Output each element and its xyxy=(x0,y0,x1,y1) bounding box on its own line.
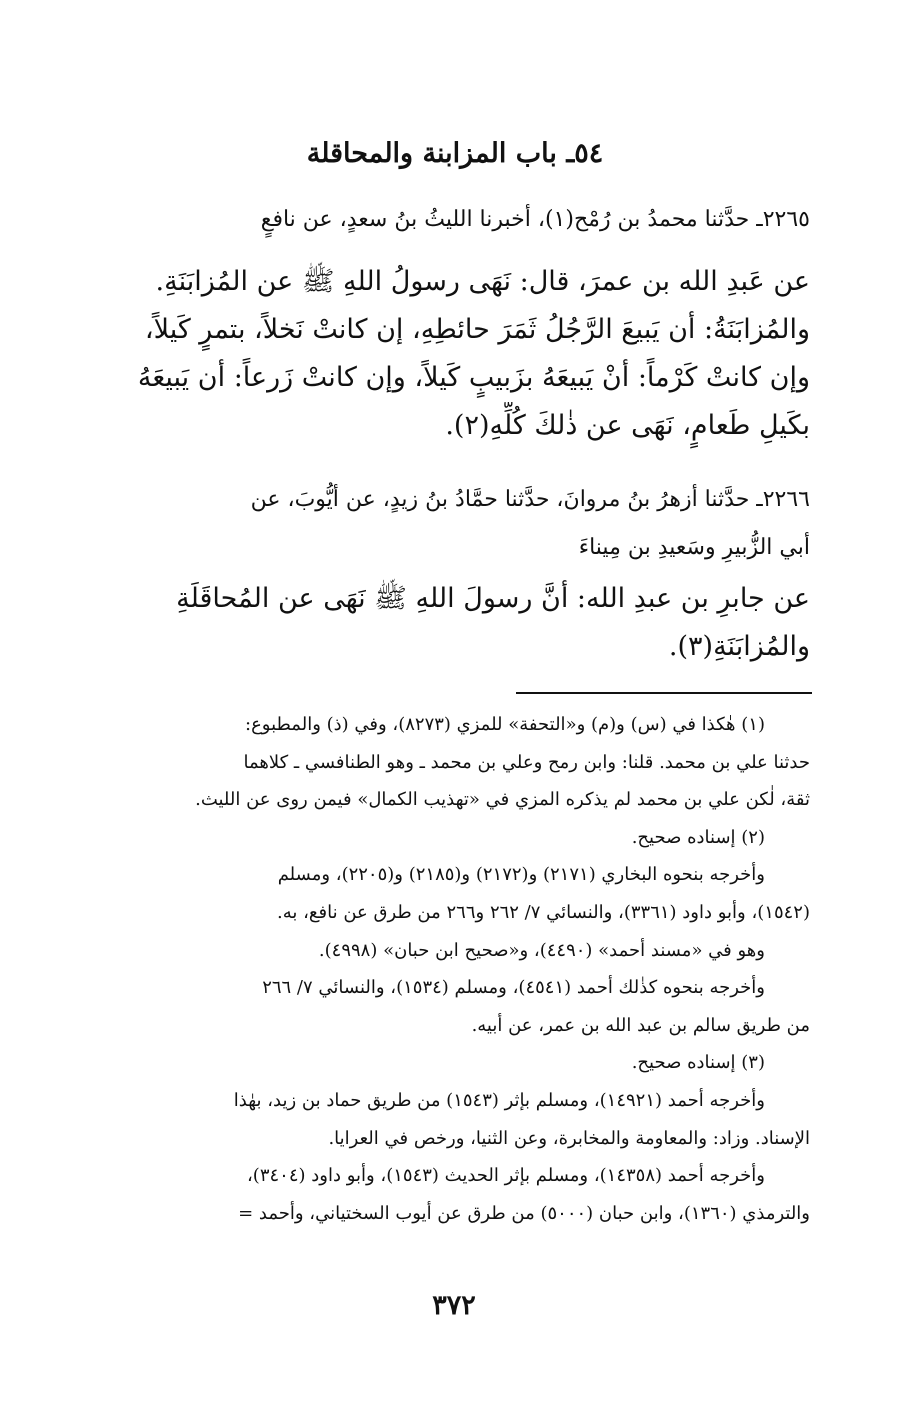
footnote-line: ثقة، لٰكن علي بن محمد لم يذكره المزي في «تهذيب الكمال» فيمن روى عن الليث. xyxy=(195,789,810,811)
footnote-line: وأخرجه أحمد (١٤٣٥٨)، ومسلم بإثر الحديث (١٥٤٣)، وأبو داود (٣٤٠٤)، xyxy=(246,1165,765,1187)
matn-line: والمُزابَنَةُ: أن يَبيعَ الرَّجُلُ ثَمَرَ حائطِهِ، إن كانتْ نَخلاً، بتمرٍ كَيلاً، xyxy=(144,314,810,345)
footnote-line: (١) هٰكذا في (س) و(م) و«التحفة» للمزي (٨٢٧٣)، وفي (ذ) والمطبوع: xyxy=(245,714,765,735)
isnad-line: ٢٢٦٦ـ حدَّثنا أزهرُ بنُ مروانَ، حدَّثنا حمَّادُ بنُ زيدٍ، عن أيُّوبَ، عن xyxy=(250,487,810,512)
matn-line: وإن كانتْ كَرْماً: أنْ يَبيعَهُ بزَبيبٍ كَيلاً، وإن كانتْ زَرعاً: أن يَبيعَهُ xyxy=(137,362,810,393)
matn-line: عن عَبدِ الله بن عمرَ، قال: نَهَى رسولُ اللهِ ﷺ عن المُزابَنَةِ. xyxy=(155,266,810,297)
hadith-2265-matn xyxy=(95,258,810,450)
hadith-2266-matn xyxy=(95,575,810,671)
footnote-line: (٢) إسناده صحيح. xyxy=(631,826,765,848)
footnote-line: والترمذي (١٣٦٠)، وابن حبان (٥٠٠٠) من طرق عن أيوب السختياني، وأحمد = xyxy=(238,1202,810,1224)
footnote-line: من طريق سالم بن عبد الله بن عمر، عن أبيه. xyxy=(471,1014,810,1036)
footnote-line: وأخرجه بنحوه كذٰلك أحمد (٤٥٤١)، ومسلم (١٥٣٤)، والنسائي ٧/ ٢٦٦ xyxy=(262,977,765,999)
hadith-2265-isnad xyxy=(95,196,810,244)
footnote-line: حدثنا علي بن محمد. قلنا: وابن رمح وعلي بن محمد ـ وهو الطنافسي ـ كلاهما xyxy=(243,751,810,773)
matn-line: والمُزابَنَةِ(٣). xyxy=(668,631,810,662)
footnote-separator xyxy=(516,692,812,694)
footnotes xyxy=(95,706,810,1232)
page-number: ٣٧٢ xyxy=(432,1290,476,1321)
hadith-2266-isnad xyxy=(95,476,810,572)
matn-line: عن جابرِ بن عبدِ الله: أنَّ رسولَ اللهِ ﷺ نَهَى عن المُحاقَلَةِ xyxy=(176,583,810,614)
footnote-line: وأخرجه بنحوه البخاري (٢١٧١) و(٢١٧٢) و(٢١٨٥) و(٢٢٠٥)، ومسلم xyxy=(277,864,765,886)
isnad-line: ٢٢٦٥ـ حدَّثنا محمدُ بن رُمْح(١)، أخبرنا الليثُ بنُ سعدٍ، عن نافعٍ xyxy=(260,207,810,232)
matn-line: بكَيلِ طَعامٍ، نَهَى عن ذٰلكَ كُلِّهِ(٢). xyxy=(445,410,810,441)
footnote-line: الإسناد. وزاد: والمعاومة والمخابرة، وعن الثنيا، ورخص في العرايا. xyxy=(328,1127,810,1149)
chapter-heading: ٥٤ـ باب المزابنة والمحاقلة xyxy=(306,138,604,169)
footnote-line: وأخرجه أحمد (١٤٩٢١)، ومسلم بإثر (١٥٤٣) من طريق حماد بن زيد، بهٰذا xyxy=(233,1089,765,1111)
footnote-line: وهو في «مسند أحمد» (٤٤٩٠)، و«صحيح ابن حبان» (٤٩٩٨). xyxy=(318,939,765,961)
footnote-line: (١٥٤٢)، وأبو داود (٣٣٦١)، والنسائي ٧/ ٢٦٢ و٢٦٦ من طرق عن نافع، به. xyxy=(277,901,810,923)
footnote-line: (٣) إسناده صحيح. xyxy=(631,1052,765,1074)
isnad-line: أبي الزُّبيرِ وسَعيدِ بن مِيناءَ xyxy=(578,535,810,560)
